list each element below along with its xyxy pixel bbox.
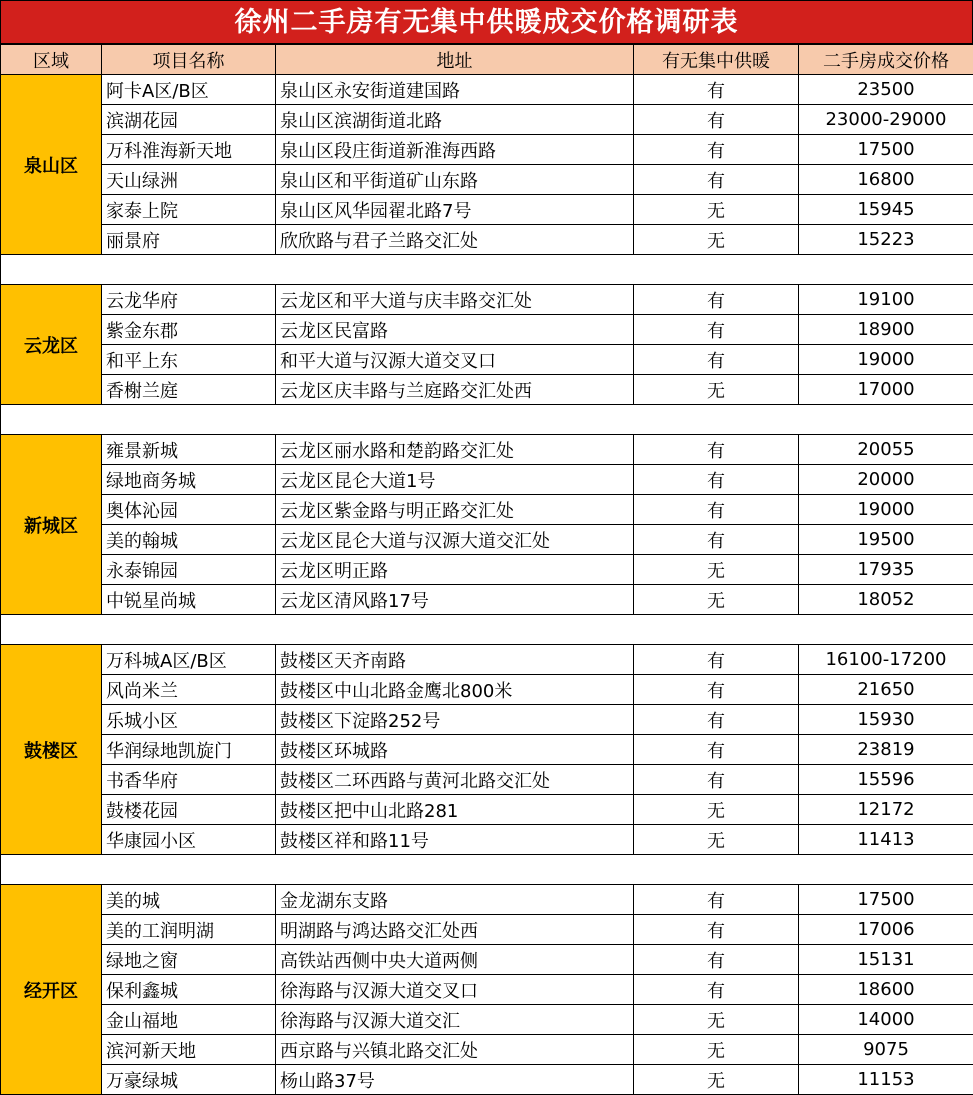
price-cell: 18600 (799, 975, 973, 1005)
header-project-name: 项目名称 (102, 45, 276, 75)
address-cell: 鼓楼区把中山北路281 (276, 795, 634, 825)
spacer-row (1, 255, 973, 285)
project-name-cell: 奥体沁园 (102, 495, 276, 525)
heating-cell: 有 (634, 465, 799, 495)
project-name-cell: 滨湖花园 (102, 105, 276, 135)
address-cell: 明湖路与鸿达路交汇处西 (276, 915, 634, 945)
price-cell: 17006 (799, 915, 973, 945)
district-cell: 云龙区 (1, 285, 102, 405)
spacer-cell (276, 405, 634, 435)
spacer-cell (276, 255, 634, 285)
heating-cell: 有 (634, 975, 799, 1005)
address-cell: 鼓楼区下淀路252号 (276, 705, 634, 735)
spacer-cell (102, 855, 276, 885)
spacer-cell (634, 615, 799, 645)
address-cell: 鼓楼区天齐南路 (276, 645, 634, 675)
project-name-cell: 中锐星尚城 (102, 585, 276, 615)
heating-cell: 有 (634, 885, 799, 915)
spacer-cell (799, 615, 973, 645)
project-name-cell: 乐城小区 (102, 705, 276, 735)
table-row (1, 375, 973, 405)
project-name-cell: 滨河新天地 (102, 1035, 276, 1065)
address-cell: 杨山路37号 (276, 1065, 634, 1095)
price-cell: 11413 (799, 825, 973, 855)
address-cell: 欣欣路与君子兰路交汇处 (276, 225, 634, 255)
project-name-cell: 万科淮海新天地 (102, 135, 276, 165)
project-name-cell: 书香华府 (102, 765, 276, 795)
address-cell: 泉山区滨湖街道北路 (276, 105, 634, 135)
heating-cell: 有 (634, 285, 799, 315)
price-cell: 11153 (799, 1065, 973, 1095)
project-name-cell: 金山福地 (102, 1005, 276, 1035)
heating-cell: 有 (634, 495, 799, 525)
address-cell: 泉山区和平街道矿山东路 (276, 165, 634, 195)
heating-cell: 有 (634, 705, 799, 735)
price-cell: 23500 (799, 75, 973, 105)
heating-cell: 有 (634, 735, 799, 765)
header-row (1, 45, 973, 75)
spacer-row (1, 855, 973, 885)
project-name-cell: 丽景府 (102, 225, 276, 255)
address-cell: 徐海路与汉源大道交汇 (276, 1005, 634, 1035)
table-row (1, 525, 973, 555)
price-cell: 16100-17200 (799, 645, 973, 675)
price-cell: 12172 (799, 795, 973, 825)
heating-cell: 有 (634, 315, 799, 345)
table-row (1, 1065, 973, 1095)
address-cell: 云龙区和平大道与庆丰路交汇处 (276, 285, 634, 315)
spacer-cell (799, 255, 973, 285)
table-row (1, 1035, 973, 1065)
spacer-cell (102, 615, 276, 645)
spacer-cell (634, 255, 799, 285)
header-heating: 有无集中供暖 (634, 45, 799, 75)
price-table (0, 44, 973, 1095)
price-cell: 15131 (799, 945, 973, 975)
project-name-cell: 华康园小区 (102, 825, 276, 855)
address-cell: 云龙区紫金路与明正路交汇处 (276, 495, 634, 525)
address-cell: 徐海路与汉源大道交叉口 (276, 975, 634, 1005)
table-row (1, 765, 973, 795)
address-cell: 鼓楼区祥和路11号 (276, 825, 634, 855)
spacer-cell (276, 615, 634, 645)
project-name-cell: 永泰锦园 (102, 555, 276, 585)
spacer-cell (102, 405, 276, 435)
address-cell: 泉山区段庄街道新淮海西路 (276, 135, 634, 165)
heating-cell: 无 (634, 1005, 799, 1035)
sheet-title: 徐州二手房有无集中供暖成交价格调研表 (0, 0, 973, 44)
address-cell: 云龙区丽水路和楚韵路交汇处 (276, 435, 634, 465)
heating-cell: 有 (634, 915, 799, 945)
price-cell: 15223 (799, 225, 973, 255)
table-row (1, 705, 973, 735)
heating-cell: 无 (634, 375, 799, 405)
price-cell: 23000-29000 (799, 105, 973, 135)
heating-cell: 有 (634, 135, 799, 165)
header-address: 地址 (276, 45, 634, 75)
project-name-cell: 万科城A区/B区 (102, 645, 276, 675)
spacer-cell (102, 255, 276, 285)
heating-cell: 无 (634, 555, 799, 585)
heating-cell: 有 (634, 345, 799, 375)
spacer-cell (1, 405, 102, 435)
heating-cell: 有 (634, 945, 799, 975)
price-cell: 17000 (799, 375, 973, 405)
spacer-cell (1, 855, 102, 885)
project-name-cell: 鼓楼花园 (102, 795, 276, 825)
address-cell: 泉山区永安街道建国路 (276, 75, 634, 105)
address-cell: 云龙区庆丰路与兰庭路交汇处西 (276, 375, 634, 405)
table-row (1, 945, 973, 975)
table-row (1, 75, 973, 105)
table-row (1, 225, 973, 255)
header-price: 二手房成交价格 (799, 45, 973, 75)
spacer-cell (799, 855, 973, 885)
table-row (1, 495, 973, 525)
spacer-cell (799, 405, 973, 435)
heating-cell: 有 (634, 165, 799, 195)
address-cell: 和平大道与汉源大道交叉口 (276, 345, 634, 375)
project-name-cell: 云龙华府 (102, 285, 276, 315)
district-cell: 经开区 (1, 885, 102, 1095)
heating-cell: 无 (634, 585, 799, 615)
project-name-cell: 美的工润明湖 (102, 915, 276, 945)
project-name-cell: 香榭兰庭 (102, 375, 276, 405)
table-row (1, 315, 973, 345)
project-name-cell: 阿卡A区/B区 (102, 75, 276, 105)
address-cell: 云龙区昆仑大道与汉源大道交汇处 (276, 525, 634, 555)
address-cell: 西京路与兴镇北路交汇处 (276, 1035, 634, 1065)
project-name-cell: 风尚米兰 (102, 675, 276, 705)
district-cell: 新城区 (1, 435, 102, 615)
price-cell: 18052 (799, 585, 973, 615)
table-row (1, 435, 973, 465)
heating-cell: 有 (634, 645, 799, 675)
project-name-cell: 和平上东 (102, 345, 276, 375)
price-cell: 15596 (799, 765, 973, 795)
table-row (1, 585, 973, 615)
price-cell: 20000 (799, 465, 973, 495)
spacer-cell (634, 855, 799, 885)
table-row (1, 795, 973, 825)
district-cell: 鼓楼区 (1, 645, 102, 855)
price-cell: 15930 (799, 705, 973, 735)
address-cell: 云龙区民富路 (276, 315, 634, 345)
project-name-cell: 天山绿洲 (102, 165, 276, 195)
heating-cell: 有 (634, 675, 799, 705)
price-cell: 17500 (799, 885, 973, 915)
heating-cell: 有 (634, 435, 799, 465)
spacer-cell (276, 855, 634, 885)
district-cell: 泉山区 (1, 75, 102, 255)
table-row (1, 105, 973, 135)
price-cell: 23819 (799, 735, 973, 765)
table-row (1, 885, 973, 915)
heating-cell: 无 (634, 825, 799, 855)
price-cell: 19000 (799, 495, 973, 525)
spacer-cell (634, 405, 799, 435)
project-name-cell: 绿地之窗 (102, 945, 276, 975)
price-cell: 19500 (799, 525, 973, 555)
heating-cell: 有 (634, 765, 799, 795)
address-cell: 鼓楼区二环西路与黄河北路交汇处 (276, 765, 634, 795)
price-cell: 20055 (799, 435, 973, 465)
heating-cell: 无 (634, 225, 799, 255)
table-row (1, 645, 973, 675)
address-cell: 金龙湖东支路 (276, 885, 634, 915)
table-row (1, 345, 973, 375)
price-cell: 19100 (799, 285, 973, 315)
price-cell: 9075 (799, 1035, 973, 1065)
table-body (1, 75, 973, 1095)
table-row (1, 915, 973, 945)
project-name-cell: 万豪绿城 (102, 1065, 276, 1095)
project-name-cell: 华润绿地凯旋门 (102, 735, 276, 765)
price-cell: 18900 (799, 315, 973, 345)
price-cell: 17935 (799, 555, 973, 585)
table-row (1, 465, 973, 495)
table-row (1, 825, 973, 855)
price-cell: 17500 (799, 135, 973, 165)
project-name-cell: 雍景新城 (102, 435, 276, 465)
heating-cell: 有 (634, 105, 799, 135)
address-cell: 泉山区风华园翟北路7号 (276, 195, 634, 225)
project-name-cell: 家泰上院 (102, 195, 276, 225)
heating-cell: 无 (634, 1065, 799, 1095)
price-cell: 19000 (799, 345, 973, 375)
spacer-cell (1, 615, 102, 645)
table-row (1, 735, 973, 765)
project-name-cell: 美的城 (102, 885, 276, 915)
price-cell: 15945 (799, 195, 973, 225)
table-row (1, 285, 973, 315)
project-name-cell: 绿地商务城 (102, 465, 276, 495)
header-district: 区域 (1, 45, 102, 75)
spacer-row (1, 405, 973, 435)
table-row (1, 975, 973, 1005)
address-cell: 鼓楼区环城路 (276, 735, 634, 765)
spacer-row (1, 615, 973, 645)
address-cell: 云龙区明正路 (276, 555, 634, 585)
heating-cell: 有 (634, 525, 799, 555)
address-cell: 云龙区清风路17号 (276, 585, 634, 615)
price-cell: 14000 (799, 1005, 973, 1035)
price-cell: 21650 (799, 675, 973, 705)
heating-cell: 有 (634, 75, 799, 105)
table-row (1, 165, 973, 195)
heating-cell: 无 (634, 195, 799, 225)
table-row (1, 1005, 973, 1035)
address-cell: 高铁站西侧中央大道两侧 (276, 945, 634, 975)
table-row (1, 195, 973, 225)
address-cell: 鼓楼区中山北路金鹰北800米 (276, 675, 634, 705)
address-cell: 云龙区昆仑大道1号 (276, 465, 634, 495)
project-name-cell: 保利鑫城 (102, 975, 276, 1005)
project-name-cell: 美的翰城 (102, 525, 276, 555)
project-name-cell: 紫金东郡 (102, 315, 276, 345)
heating-cell: 无 (634, 1035, 799, 1065)
spacer-cell (1, 255, 102, 285)
table-row (1, 135, 973, 165)
price-cell: 16800 (799, 165, 973, 195)
table-row (1, 555, 973, 585)
heating-cell: 无 (634, 795, 799, 825)
table-row (1, 675, 973, 705)
